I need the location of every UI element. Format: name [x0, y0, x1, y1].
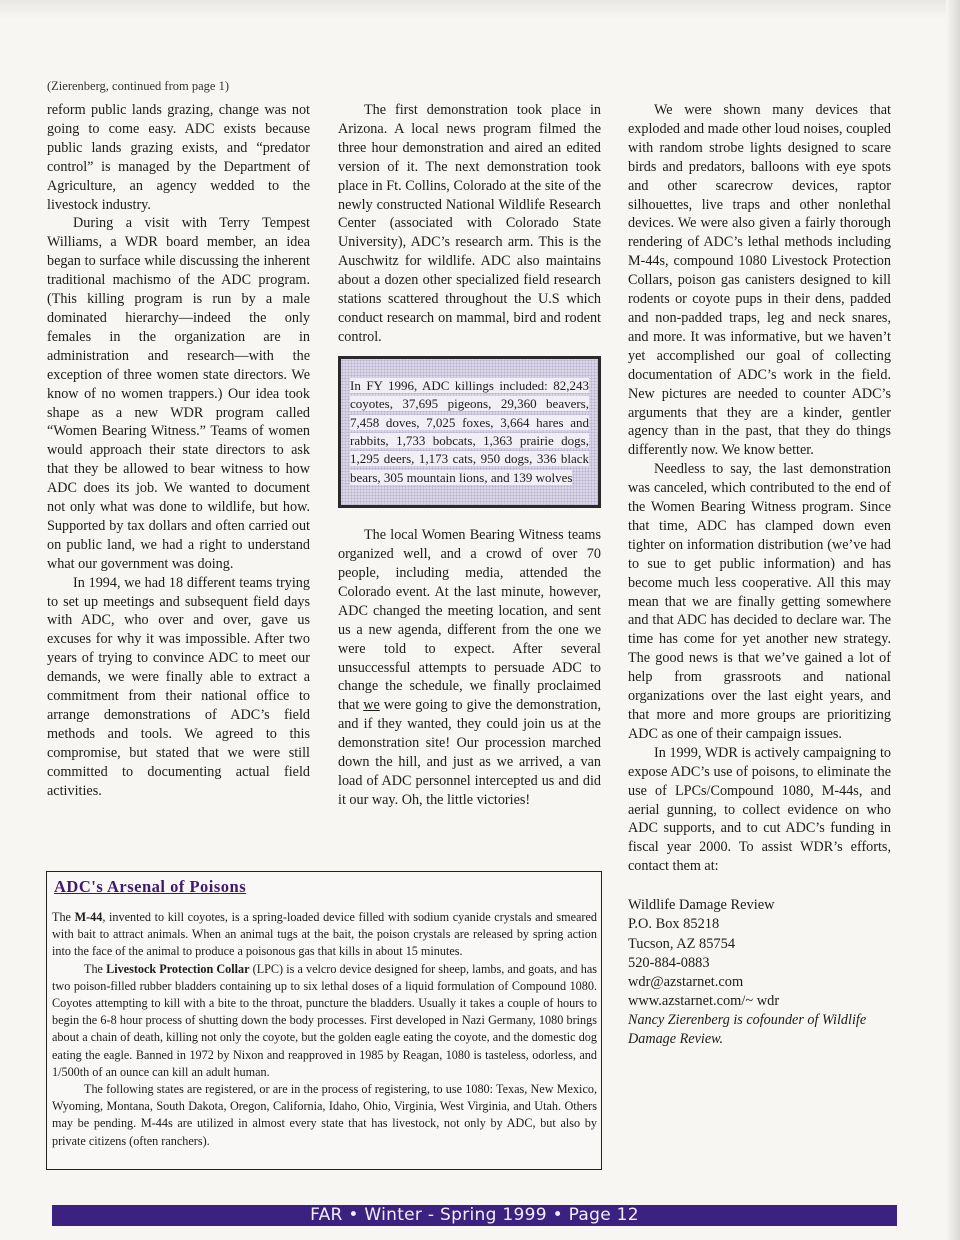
page-edge — [0, 0, 960, 20]
kill-stats-text: In FY 1996, ADC killings included: 82,243 coyotes, 37,695 pigeons, 29,360 beavers, 7,458 doves, 7,025 foxes, 3,664 hares and rabbits, 1,733 bobcats, 1,363 prairie dogs, 1,295 deers, 1,173 cats, 950 dogs, 336 black bears, 305 mountain lions, and 139 wolves — [350, 377, 589, 485]
paragraph: In 1994, we had 18 different teams trying to set up meetings and subsequent field days with ADC, who over and over, gave us excuses for why it was impossible. After two years of trying to convince ADC to meet our demands, we were finally able to extract a commitment from their national office to arrange demonstrations of ADC’s field methods and tools. We agreed to this compromise, but stated that we were still committed to documenting actual field activities. — [47, 574, 310, 799]
paragraph-text: The — [52, 910, 75, 924]
contact-city: Tucson, AZ 85754 — [628, 935, 736, 952]
contact-org: Wildlife Damage Review — [628, 897, 775, 914]
paragraph-text: , invented to kill coyotes, is a spring-loaded device filled with sodium cyanide crystals and smeared with bait to attract animals. When an animal tugs at the bait, the poison crystals are released by spring action into the face of the animal to produce a poisonous gas that kills in about 15 minutes. — [52, 910, 597, 959]
contact-website: www.azstarnet.com/~ wdr — [628, 993, 780, 1010]
paragraph: During a visit with Terry Tempest Williams, a WDR board member, an idea began to surface while discussing the inherent traditional machismo of the ADC program. (This killing program is run by a male dominated hierarchy—indeed the only females in the organization are in administration and research—with the exception of three women state directors. We know of no women trappers.) Our idea took shape as a new WDR program called “Women Bearing Witness.” Teams of women would approach their state directors to ask that they be allowed to bear witness to how ADC does its job. We wanted to document not only what was done to wildlife, but how. Supported by tax dollars and often carried out on public land, we had a right to understand what our government was doing. — [47, 215, 310, 572]
underlined-word: we — [363, 697, 380, 714]
paragraph-text: (LPC) is a velcro device designed for sheep, lambs, and goats, and has two poison-filled rubber bladders containing up to six lethal doses of a liquid formulation of Compound 1080. Coyotes attempting to kill with a bite to the throat, puncture the bladders. Usually it takes a couple of hours to begin the 6-8 hour process of shutting down the body processes. First developed in Nazi Germany, 1080 brings about a chain of death, killing not only the coyote, but the golden eagle eating the coyote, and the domestic dog eating the eagle. Banned in 1972 by Nixon and reapproved in 1985 by Reagan, 1080 is tasteless, odorless, and 1/500th of an ounce can kill an adult human. — [52, 961, 597, 1079]
continued-note: (Zierenberg, continued from page 1) — [47, 79, 229, 93]
bold-term: M-44 — [74, 910, 103, 924]
bold-term: Livestock Protection Collar — [106, 961, 250, 976]
paragraph: The first demonstration took place in Arizona. A local news program filmed the three hour demonstration and aired an edited version of it. The next demonstration took place in Ft. Collins, Colorado at the site of the newly constructed National Wildlife Research Center (associated with Colorado State University), ADC’s research arm. This is the Auschwitz for wildlife. ADC also maintains about a dozen other specialized field research stations scattered throughout the U.S which conduct research on mammal, bird and rodent control. — [338, 102, 601, 345]
contact-pobox: P.O. Box 85218 — [628, 916, 720, 933]
paragraph: In 1999, WDR is actively campaigning to expose ADC’s use of poisons, to eliminate the use of LPCs/Compound 1080, M-44s, and aerial gunning, to collect evidence on who ADC supports, and to cut ADC’s funding in fiscal year 2000. To assist WDR’s efforts, contact them at: — [628, 744, 891, 875]
author-byline: Nancy Zierenberg is cofounder of Wildlife Damage Review. — [628, 1012, 867, 1048]
column-3 — [628, 101, 891, 1049]
page-edge-shadow — [946, 0, 960, 1240]
contact-phone: 520-884-0883 — [628, 954, 710, 971]
paragraph-text: were going to give the demonstration, and if they wanted, they could join us at the demonstration site! Our procession marched down the hill, and just as we arrived, a van load of ADC personnel intercepted us and did it our way. Oh, the little victories! — [338, 697, 601, 808]
contact-email: wdr@azstarnet.com — [628, 973, 744, 990]
paragraph — [338, 526, 601, 810]
arsenal-states-paragraph: The following states are registered, or are in the process of registering, to use 1080: Texas, New Mexico, Wyoming, Montana, South Dakota, Oregon, California, Idaho, Ohio, Virginia, West Virginia, and Utah. Others may be pending. M-44s are utilized in almost every state that has livestock, not only by ADC, but also by private citizens (often ranchers). — [52, 1082, 597, 1148]
arsenal-sidebar-box — [46, 871, 602, 1170]
arsenal-m44-paragraph — [52, 909, 597, 961]
page-footer: FAR • Winter - Spring 1999 • Page 12 — [52, 1205, 897, 1226]
column-2 — [338, 101, 601, 810]
paragraph-text: The local Women Bearing Witness teams organized well, and a crowd of over 70 people, including media, attended the Colorado event. At the last minute, however, ADC changed the meeting location, and sent us a new agenda, different from the one we were told to expect. After several unsuccessful attempts to persuade ADC to change the schedule, we finally proclaimed that — [338, 527, 601, 714]
arsenal-lpc-paragraph — [52, 961, 597, 1081]
paragraph: We were shown many devices that exploded and made other loud noises, coupled with random strobe lights designed to scare birds and predators, balloons with eye spots and other scarecrow devices, raptor silhouettes, live traps and other nonlethal devices. We were also given a fairly thorough rendering of ADC’s lethal methods including M-44s, compound 1080 Livestock Protection Collars, poison gas canisters designed to kill rodents or coyote pups in their dens, padded and non-padded traps, leg and neck snares, and more. It was informative, but we haven’t yet accomplished our goal of collecting documentation of ADC’s work in the field. New pictures are needed to counter ADC’s arguments that they are a kinder, gentler agency than in the past, that they do things differently now. We know better. — [628, 102, 891, 459]
kill-stats-box — [338, 356, 601, 508]
contact-block — [628, 896, 891, 1011]
paragraph-text: The — [84, 961, 107, 976]
paragraph: Needless to say, the last demonstration was canceled, which contributed to the end of the Women Bearing Witness program. Since that time, ADC has clamped down even tighter on information distribution (we’ve had to sue to get public information) and has become much less cooperative. All this may mean that we are finally getting somewhere and that ADC has decided to declare war. The time has come for yet another new strategy. The good news is that we’ve gained a lot of help from grassroots and national organizations over the last eight years, and that more and more groups are prioritizing ADC as one of their campaign issues. — [628, 461, 891, 742]
column-1 — [47, 101, 310, 801]
paragraph: reform public lands grazing, change was not going to come easy. ADC exists because public lands grazing exists, and “predator control” is managed by the Department of Agriculture, an agency wedded to the livestock industry. — [47, 102, 310, 213]
arsenal-title: ADC's Arsenal of Poisons — [54, 877, 247, 896]
